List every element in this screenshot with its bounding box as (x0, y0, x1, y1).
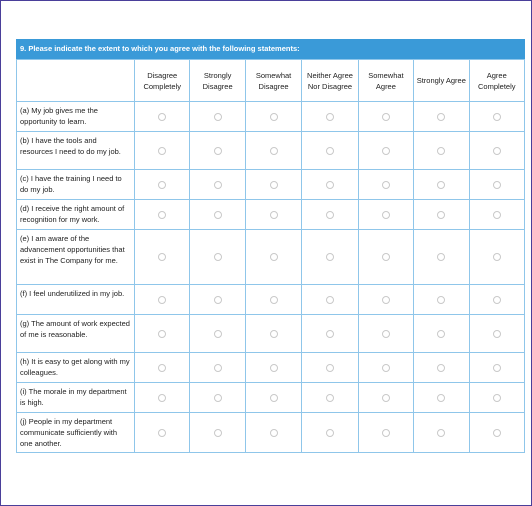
radio-button[interactable] (270, 113, 278, 121)
radio-button[interactable] (158, 113, 166, 121)
radio-button[interactable] (382, 113, 390, 121)
table-row (17, 353, 525, 383)
statement-label: (c) I have the training I need to do my job. (17, 170, 135, 200)
option-cell (302, 285, 358, 315)
radio-button[interactable] (437, 253, 445, 261)
radio-button[interactable] (270, 296, 278, 304)
radio-button[interactable] (326, 394, 334, 402)
survey-question (16, 39, 525, 453)
option-cell (358, 413, 413, 453)
option-cell (190, 102, 245, 132)
option-cell (245, 315, 301, 353)
radio-button[interactable] (214, 147, 222, 155)
option-cell (469, 383, 524, 413)
radio-button[interactable] (382, 364, 390, 372)
radio-button[interactable] (437, 147, 445, 155)
radio-button[interactable] (214, 113, 222, 121)
option-cell (469, 102, 524, 132)
radio-button[interactable] (214, 394, 222, 402)
statement-label: (g) The amount of work expected of me is reasonable. (17, 315, 135, 353)
option-cell (469, 230, 524, 285)
statement-label: (a) My job gives me the opportunity to learn. (17, 102, 135, 132)
radio-button[interactable] (437, 429, 445, 437)
option-cell (414, 230, 469, 285)
statement-label: (i) The morale in my department is high. (17, 383, 135, 413)
option-cell (358, 102, 413, 132)
option-cell (135, 285, 190, 315)
column-header: Somewhat Agree (358, 60, 413, 102)
option-cell (302, 413, 358, 453)
radio-button[interactable] (270, 330, 278, 338)
table-row (17, 170, 525, 200)
radio-button[interactable] (214, 296, 222, 304)
option-cell (245, 170, 301, 200)
option-cell (245, 383, 301, 413)
radio-button[interactable] (158, 364, 166, 372)
option-cell (302, 102, 358, 132)
radio-button[interactable] (214, 330, 222, 338)
option-cell (414, 315, 469, 353)
radio-button[interactable] (493, 296, 501, 304)
radio-button[interactable] (270, 211, 278, 219)
radio-button[interactable] (326, 253, 334, 261)
radio-button[interactable] (158, 429, 166, 437)
table-row (17, 102, 525, 132)
option-cell (245, 285, 301, 315)
option-cell (135, 383, 190, 413)
radio-button[interactable] (382, 394, 390, 402)
option-cell (302, 353, 358, 383)
column-header: Strongly Agree (414, 60, 469, 102)
radio-button[interactable] (493, 429, 501, 437)
radio-button[interactable] (326, 113, 334, 121)
radio-button[interactable] (493, 364, 501, 372)
radio-button[interactable] (326, 296, 334, 304)
option-cell (135, 200, 190, 230)
radio-button[interactable] (437, 113, 445, 121)
radio-button[interactable] (326, 211, 334, 219)
statement-column-header (17, 60, 135, 102)
option-cell (469, 200, 524, 230)
radio-button[interactable] (214, 211, 222, 219)
radio-button[interactable] (270, 147, 278, 155)
radio-button[interactable] (158, 296, 166, 304)
column-header: Somewhat Disagree (245, 60, 301, 102)
radio-button[interactable] (437, 181, 445, 189)
radio-button[interactable] (493, 147, 501, 155)
radio-button[interactable] (158, 330, 166, 338)
option-cell (245, 413, 301, 453)
table-row (17, 383, 525, 413)
option-cell (358, 132, 413, 170)
table-row (17, 230, 525, 285)
radio-button[interactable] (158, 394, 166, 402)
column-header: Strongly Disagree (190, 60, 245, 102)
radio-button[interactable] (158, 211, 166, 219)
table-row (17, 132, 525, 170)
radio-button[interactable] (493, 113, 501, 121)
option-cell (190, 383, 245, 413)
option-cell (245, 132, 301, 170)
radio-button[interactable] (214, 429, 222, 437)
radio-button[interactable] (158, 181, 166, 189)
option-cell (414, 353, 469, 383)
option-cell (190, 230, 245, 285)
option-cell (469, 132, 524, 170)
radio-button[interactable] (158, 253, 166, 261)
option-cell (414, 413, 469, 453)
radio-button[interactable] (382, 253, 390, 261)
statement-label: (j) People in my department communicate sufficiently with one another. (17, 413, 135, 453)
option-cell (190, 353, 245, 383)
option-cell (245, 102, 301, 132)
option-cell (469, 285, 524, 315)
option-cell (190, 285, 245, 315)
option-cell (358, 230, 413, 285)
radio-button[interactable] (270, 364, 278, 372)
option-cell (414, 102, 469, 132)
radio-button[interactable] (437, 296, 445, 304)
table-row (17, 315, 525, 353)
statement-label: (e) I am aware of the advancement opportunities that exist in The Company for me. (17, 230, 135, 285)
option-cell (358, 200, 413, 230)
header-row (17, 60, 525, 102)
radio-button[interactable] (437, 211, 445, 219)
radio-button[interactable] (270, 181, 278, 189)
radio-button[interactable] (493, 253, 501, 261)
option-cell (414, 200, 469, 230)
radio-button[interactable] (382, 147, 390, 155)
option-cell (190, 132, 245, 170)
option-cell (190, 170, 245, 200)
option-cell (135, 413, 190, 453)
radio-button[interactable] (326, 429, 334, 437)
radio-button[interactable] (270, 429, 278, 437)
radio-button[interactable] (158, 147, 166, 155)
column-header: Agree Completely (469, 60, 524, 102)
option-cell (469, 353, 524, 383)
statement-label: (b) I have the tools and resources I need to do my job. (17, 132, 135, 170)
option-cell (358, 383, 413, 413)
option-cell (245, 230, 301, 285)
option-cell (302, 383, 358, 413)
table-row (17, 200, 525, 230)
option-cell (358, 353, 413, 383)
statement-label: (d) I receive the right amount of recognition for my work. (17, 200, 135, 230)
radio-button[interactable] (326, 147, 334, 155)
radio-button[interactable] (493, 181, 501, 189)
option-cell (302, 200, 358, 230)
radio-button[interactable] (214, 181, 222, 189)
column-header: Neither Agree Nor Disagree (302, 60, 358, 102)
radio-button[interactable] (270, 253, 278, 261)
option-cell (358, 315, 413, 353)
option-cell (358, 170, 413, 200)
option-cell (469, 413, 524, 453)
option-cell (135, 353, 190, 383)
radio-button[interactable] (326, 330, 334, 338)
option-cell (469, 170, 524, 200)
option-cell (302, 315, 358, 353)
option-cell (135, 102, 190, 132)
radio-button[interactable] (493, 211, 501, 219)
table-row (17, 413, 525, 453)
radio-button[interactable] (382, 330, 390, 338)
option-cell (414, 285, 469, 315)
likert-table (16, 59, 525, 453)
radio-button[interactable] (437, 330, 445, 338)
question-title: 9. Please indicate the extent to which you agree with the following statements: (16, 39, 525, 59)
option-cell (302, 230, 358, 285)
option-cell (135, 230, 190, 285)
statement-label: (f) I feel underutilized in my job. (17, 285, 135, 315)
option-cell (245, 200, 301, 230)
option-cell (414, 383, 469, 413)
option-cell (190, 315, 245, 353)
statement-label: (h) It is easy to get along with my colleagues. (17, 353, 135, 383)
radio-button[interactable] (382, 211, 390, 219)
radio-button[interactable] (493, 330, 501, 338)
option-cell (190, 413, 245, 453)
radio-button[interactable] (382, 181, 390, 189)
radio-button[interactable] (326, 181, 334, 189)
radio-button[interactable] (270, 394, 278, 402)
option-cell (135, 315, 190, 353)
option-cell (358, 285, 413, 315)
radio-button[interactable] (214, 364, 222, 372)
option-cell (302, 170, 358, 200)
radio-button[interactable] (437, 364, 445, 372)
table-row (17, 285, 525, 315)
option-cell (135, 132, 190, 170)
option-cell (190, 200, 245, 230)
option-cell (135, 170, 190, 200)
radio-button[interactable] (437, 394, 445, 402)
option-cell (302, 132, 358, 170)
column-header: Disagree Completely (135, 60, 190, 102)
radio-button[interactable] (326, 364, 334, 372)
option-cell (414, 132, 469, 170)
option-cell (414, 170, 469, 200)
option-cell (469, 315, 524, 353)
radio-button[interactable] (493, 394, 501, 402)
option-cell (245, 353, 301, 383)
radio-button[interactable] (214, 253, 222, 261)
radio-button[interactable] (382, 296, 390, 304)
radio-button[interactable] (382, 429, 390, 437)
